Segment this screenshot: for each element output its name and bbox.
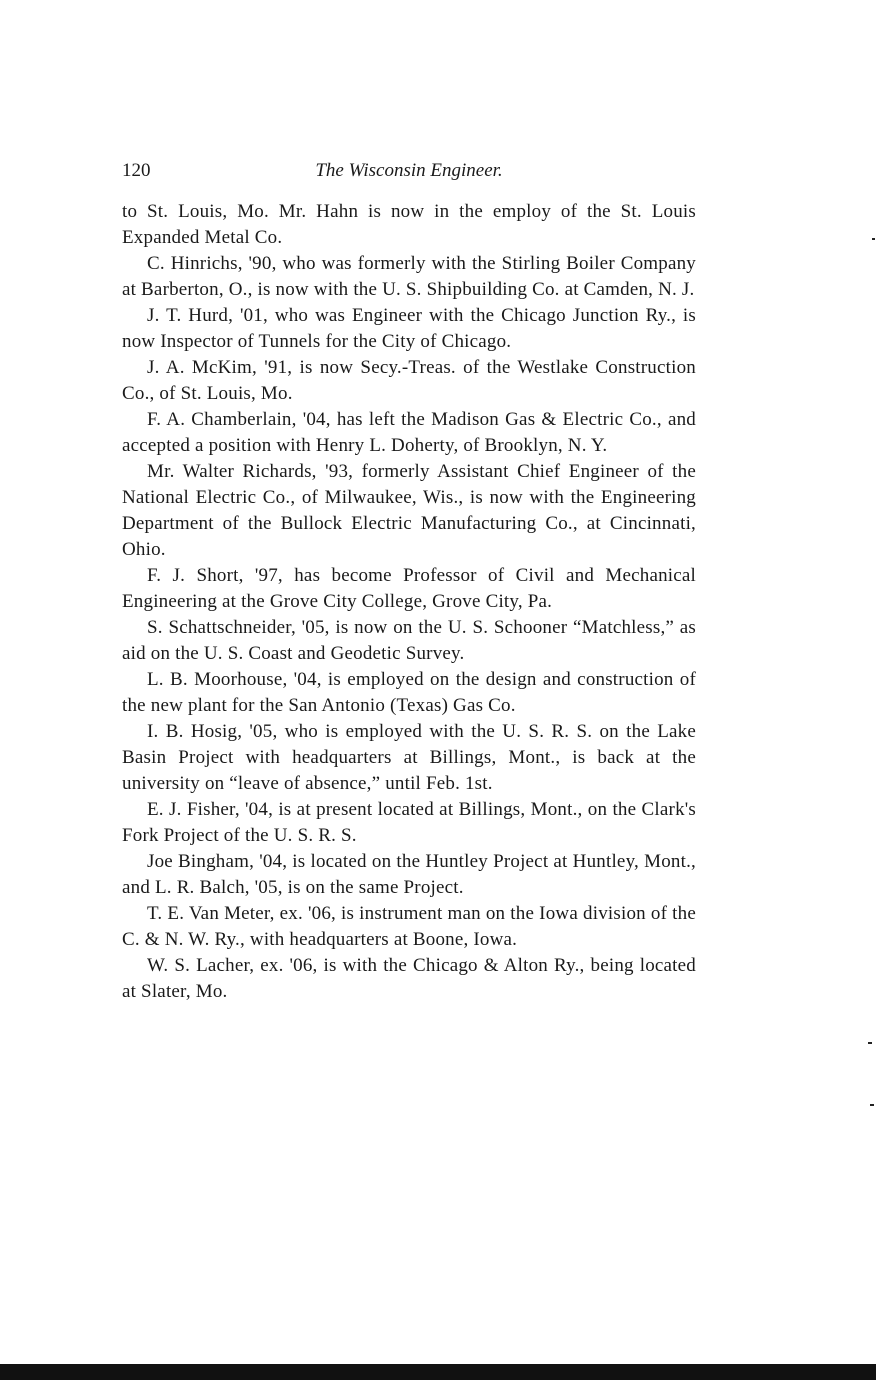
body-text (122, 199, 696, 1005)
paragraph-hahn-continuation: to St. Louis, Mo. Mr. Hahn is now in the employ of the St. Louis Expanded Metal Co. (122, 201, 696, 248)
paragraph-mckim: J. A. McKim, '91, is now Secy.-Treas. of the Westlake Construction Co., of St. Louis, Mo. (122, 357, 696, 404)
paragraph-hinrichs: C. Hinrichs, '90, who was formerly with the Stirling Boiler Company at Barberton, O., is now with the U. S. Shipbuilding Co. at Camden, N. J. (122, 253, 696, 300)
page-number: 120 (122, 160, 151, 181)
scan-speck (872, 238, 875, 240)
paragraph-hurd: J. T. Hurd, '01, who was Engineer with the Chicago Junction Ry., is now Inspector of Tunnels for the City of Chicago. (122, 305, 696, 352)
scan-bottom-edge (0, 1364, 876, 1380)
page-header (122, 157, 696, 185)
paragraph-richards: Mr. Walter Richards, '93, formerly Assistant Chief Engineer of the National Electric Co., of Milwaukee, Wis., is now with the Engineering Department of the Bullock Electric Manufacturing Co., at Cincinnati, Ohio. (122, 461, 696, 560)
scan-speck (868, 1042, 872, 1044)
paragraph-chamberlain: F. A. Chamberlain, '04, has left the Madison Gas & Electric Co., and accepted a position with Henry L. Doherty, of Brooklyn, N. Y. (122, 409, 696, 456)
running-title: The Wisconsin Engineer. (315, 160, 503, 181)
paragraph-lacher: W. S. Lacher, ex. '06, is with the Chicago & Alton Ry., being located at Slater, Mo. (122, 955, 696, 1002)
paragraph-short: F. J. Short, '97, has become Professor of Civil and Mechanical Engineering at the Grove City College, Grove City, Pa. (122, 565, 696, 612)
paragraph-hosig: I. B. Hosig, '05, who is employed with the U. S. R. S. on the Lake Basin Project with headquarters at Billings, Mont., is back at the university on “leave of absence,” until Feb. 1st. (122, 721, 696, 794)
paragraph-bingham: Joe Bingham, '04, is located on the Huntley Project at Huntley, Mont., and L. R. Balch, '05, is on the same Project. (122, 851, 696, 898)
paragraph-fisher: E. J. Fisher, '04, is at present located at Billings, Mont., on the Clark's Fork Project of the U. S. R. S. (122, 799, 696, 846)
scan-speck (870, 1104, 874, 1106)
paragraph-schattschneider: S. Schattschneider, '05, is now on the U. S. Schooner “Matchless,” as aid on the U. S. Coast and Geodetic Survey. (122, 617, 696, 664)
paragraph-moorhouse: L. B. Moorhouse, '04, is employed on the design and construction of the new plant for the San Antonio (Texas) Gas Co. (122, 669, 696, 716)
paragraph-van-meter: T. E. Van Meter, ex. '06, is instrument man on the Iowa division of the C. & N. W. Ry., with headquarters at Boone, Iowa. (122, 903, 696, 950)
